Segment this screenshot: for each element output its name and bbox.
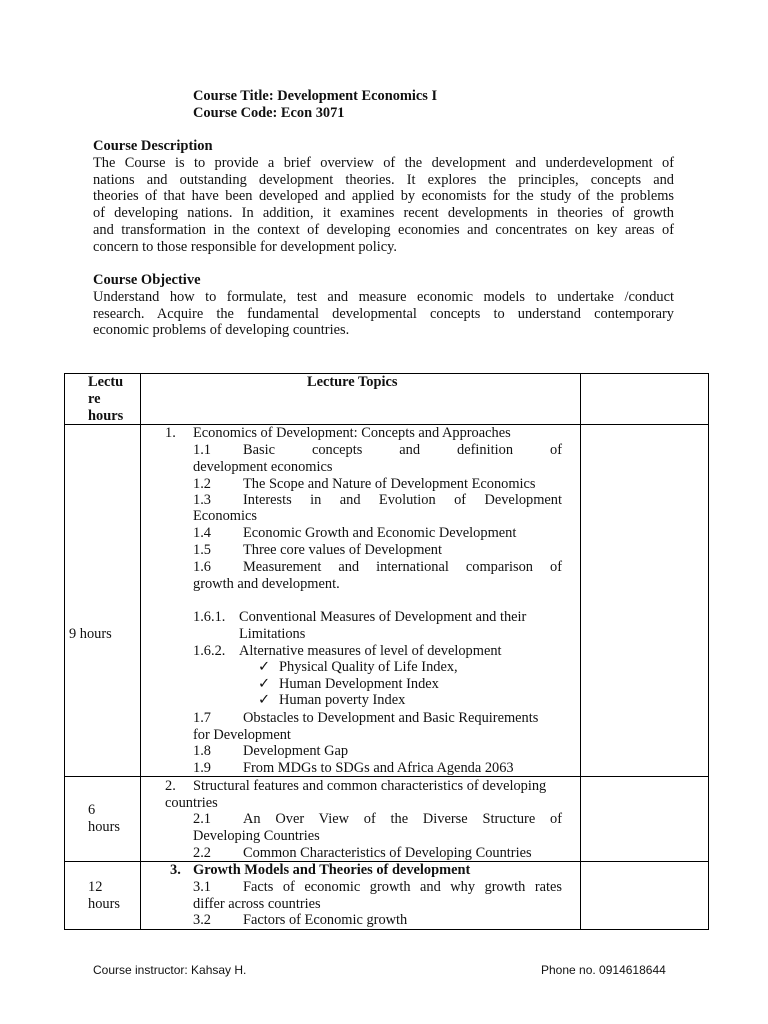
course-code: Course Code: Econ 3071 bbox=[193, 105, 345, 121]
description-line: theories of that have been developed and applied by economists for the study of the problems bbox=[93, 188, 674, 205]
item-1-3-num: 1.3 bbox=[193, 492, 211, 508]
item-3-1-num: 3.1 bbox=[193, 879, 211, 895]
course-title: Course Title: Development Economics I bbox=[193, 88, 438, 104]
item-1-6-num: 1.6 bbox=[193, 559, 211, 575]
description-body bbox=[93, 155, 674, 255]
sec2-num: 2. bbox=[165, 778, 176, 794]
objective-line: Understand how to formulate, test and measure economic models to undertake /conduct bbox=[93, 289, 674, 305]
item-3-2: Factors of Economic growth bbox=[243, 912, 408, 928]
item-1-6: Measurement and international comparison of bbox=[243, 559, 562, 575]
check-icon: ✓ bbox=[258, 676, 271, 692]
objective-body bbox=[93, 289, 674, 339]
table-column-divider bbox=[140, 373, 141, 930]
item-1-6-1-cont: Limitations bbox=[239, 626, 306, 642]
item-2-1: An Over View of the Diverse Structure of bbox=[243, 811, 562, 827]
objective-line: economic problems of developing countries. bbox=[93, 322, 350, 339]
item-3-2-num: 3.2 bbox=[193, 912, 211, 928]
table-border-right bbox=[708, 373, 709, 930]
description-line: concern to those responsible for development policy. bbox=[93, 238, 397, 255]
item-3-1-cont: differ across countries bbox=[193, 896, 321, 912]
item-1-6-1-num: 1.6.1. bbox=[193, 609, 226, 625]
item-1-6-1: Conventional Measures of Development and their bbox=[239, 609, 527, 625]
header-hours-line: re bbox=[88, 391, 101, 407]
description-line: The Course is to provide a brief overview of the development and underdevelopment of bbox=[93, 155, 674, 171]
sec3-hours-unit: hours bbox=[88, 896, 120, 912]
item-1-3: Interests in and Evolution of Development bbox=[243, 492, 562, 508]
item-2-1-num: 2.1 bbox=[193, 811, 211, 827]
item-1-2-num: 1.2 bbox=[193, 476, 211, 492]
sec1-title: Economics of Development: Concepts and Approaches bbox=[193, 425, 511, 441]
sec3-title: Growth Models and Theories of development bbox=[193, 862, 471, 878]
sec3-hours: 12 bbox=[88, 879, 103, 895]
sec2-hours: 6 bbox=[88, 802, 96, 818]
description-line: nations and outstanding development theories. It explores the principles, concepts and bbox=[93, 171, 674, 188]
item-1-6-2: Alternative measures of level of development bbox=[239, 643, 502, 659]
sec2-hours-unit: hours bbox=[88, 819, 120, 835]
item-1-6-2-num: 1.6.2. bbox=[193, 643, 226, 659]
footer-phone: Phone no. 0914618644 bbox=[541, 963, 666, 977]
check-icon: ✓ bbox=[258, 692, 271, 708]
item-1-9: From MDGs to SDGs and Africa Agenda 2063 bbox=[243, 760, 514, 776]
item-1-5-num: 1.5 bbox=[193, 542, 211, 558]
item-1-9-num: 1.9 bbox=[193, 760, 211, 776]
sec1-hours: 9 hours bbox=[69, 626, 112, 642]
item-1-2: The Scope and Nature of Development Economics bbox=[243, 476, 536, 492]
table-column-divider bbox=[580, 373, 581, 930]
item-1-1-num: 1.1 bbox=[193, 442, 211, 458]
item-3-1: Facts of economic growth and why growth rates bbox=[243, 879, 562, 895]
description-line: and transformation in the context of developing economies and concentrates on key areas of bbox=[93, 221, 674, 238]
item-1-6-cont: growth and development. bbox=[193, 576, 340, 592]
item-1-1: Basic concepts and definition of bbox=[243, 442, 562, 458]
sec3-num: 3. bbox=[170, 862, 181, 878]
item-1-5: Three core values of Development bbox=[243, 542, 442, 558]
item-1-1-cont: development economics bbox=[193, 459, 333, 475]
item-1-3-cont: Economics bbox=[193, 508, 257, 524]
header-hours-line: hours bbox=[88, 408, 124, 424]
item-1-7: Obstacles to Development and Basic Requirements bbox=[243, 710, 539, 726]
check-item: Human Development Index bbox=[279, 676, 439, 692]
item-1-8-num: 1.8 bbox=[193, 743, 211, 759]
item-1-8: Development Gap bbox=[243, 743, 349, 759]
description-line: of developing nations. In addition, it examines recent developments in theories of growth bbox=[93, 205, 674, 222]
item-2-2-num: 2.2 bbox=[193, 845, 211, 861]
header-hours-line: Lectu bbox=[88, 374, 124, 390]
check-icon: ✓ bbox=[258, 659, 271, 675]
item-2-2: Common Characteristics of Developing Countries bbox=[243, 845, 532, 861]
description-heading: Course Description bbox=[93, 138, 213, 154]
item-1-4: Economic Growth and Economic Development bbox=[243, 525, 517, 541]
item-1-4-num: 1.4 bbox=[193, 525, 211, 541]
objective-heading: Course Objective bbox=[93, 272, 201, 288]
table-border-left bbox=[64, 373, 65, 930]
sec2-title: Structural features and common characteristics of developing bbox=[193, 778, 547, 794]
check-item: Physical Quality of Life Index, bbox=[279, 659, 458, 675]
objective-line: research. Acquire the fundamental developmental concepts to understand contemporary bbox=[93, 305, 674, 322]
footer-instructor: Course instructor: Kahsay H. bbox=[93, 963, 247, 977]
item-1-7-cont: for Development bbox=[193, 727, 291, 743]
check-item: Human poverty Index bbox=[279, 692, 406, 708]
sec2-title-cont: countries bbox=[165, 795, 218, 811]
table-border-bottom bbox=[64, 929, 709, 930]
header-topics: Lecture Topics bbox=[307, 374, 398, 390]
item-1-7-num: 1.7 bbox=[193, 710, 211, 726]
item-2-1-cont: Developing Countries bbox=[193, 828, 320, 844]
sec1-num: 1. bbox=[165, 425, 176, 441]
